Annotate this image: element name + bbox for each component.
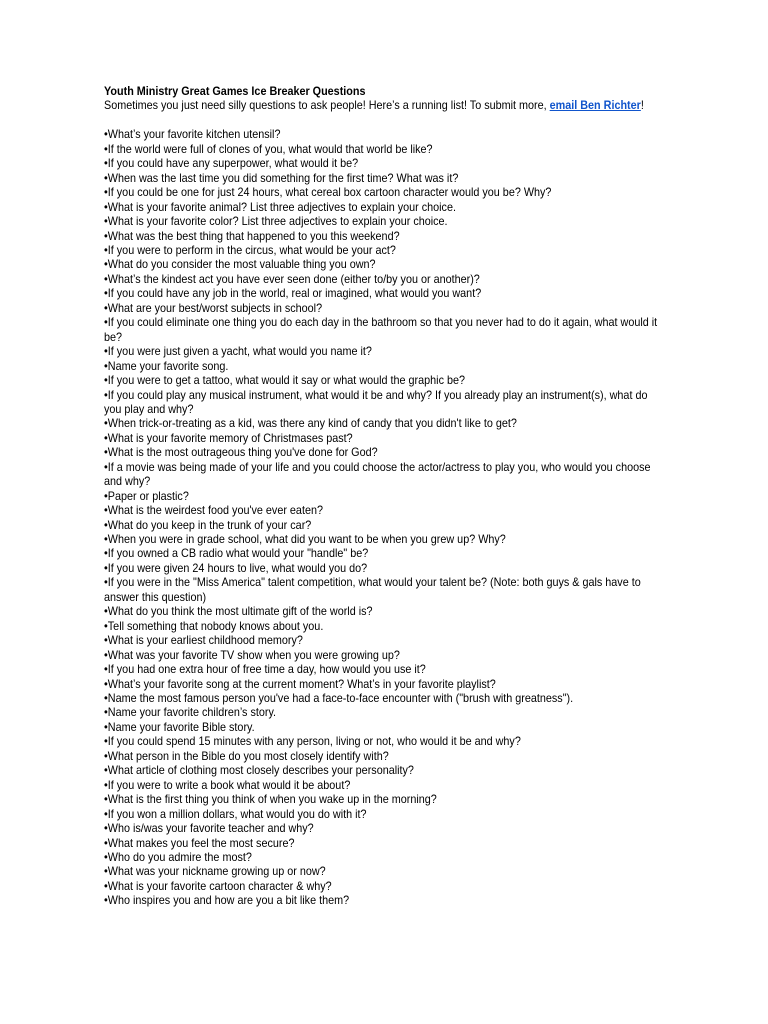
question-item: •What do you consider the most valuable thing you own? (104, 257, 376, 272)
document-title: Youth Ministry Great Games Ice Breaker Questions (104, 84, 366, 98)
question-item: •If you won a million dollars, what would you do with it? (104, 806, 367, 821)
question-item: •What person in the Bible do you most closely identify with? (104, 748, 389, 763)
question-item: •What is your favorite cartoon character & why? (104, 878, 332, 893)
question-item: •If the world were full of clones of you, what would that world be like? (104, 141, 433, 156)
question-item: •What was your nickname growing up or now? (104, 864, 326, 879)
question-item: •When trick-or-treating as a kid, was there any kind of candy that you didn't like to get? (104, 416, 517, 431)
question-item: •If you owned a CB radio what would your "handle" be? (104, 546, 369, 561)
email-ben-richter-link[interactable]: email Ben Richter (549, 98, 641, 113)
question-list (104, 127, 664, 907)
question-item: •If you could spend 15 minutes with any person, living or not, who would it be and why? (104, 734, 521, 749)
question-item: •What is your favorite animal? List three adjectives to explain your choice. (104, 199, 456, 214)
question-item: •When was the last time you did something for the first time? What was it? (104, 170, 459, 185)
question-item: •Who is/was your favorite teacher and why? (104, 821, 314, 836)
question-item: •What is your earliest childhood memory? (104, 633, 303, 648)
question-item: •If you were just given a yacht, what would you name it? (104, 344, 372, 359)
question-item: •If you were to get a tattoo, what would it say or what would the graphic be? (104, 373, 465, 388)
question-item: •When you were in grade school, what did you want to be when you grew up? Why? (104, 532, 506, 547)
question-item: •What do you keep in the trunk of your car? (104, 517, 312, 532)
question-item: •Tell something that nobody knows about you. (104, 618, 324, 633)
question-item: •If you were in the "Miss America" talent competition, what would your talent be? (Note: both guys & gals have to answer this question) (104, 575, 641, 604)
question-item: •What was the best thing that happened to you this weekend? (104, 228, 400, 243)
question-item: •Name your favorite children’s story. (104, 705, 277, 720)
question-item: •If you could be one for just 24 hours, what cereal box cartoon character would you be? Why? (104, 185, 552, 200)
question-item: •If you could have any superpower, what would it be? (104, 156, 359, 171)
question-item: •If you could eliminate one thing you do each day in the bathroom so that you never had to do it again, what would it be? (104, 315, 658, 344)
question-item: •What is your favorite memory of Christmases past? (104, 430, 353, 445)
question-item: •What’s your favorite song at the current moment? What’s in your favorite playlist? (104, 676, 496, 691)
intro-paragraph (104, 98, 664, 112)
intro-text: Sometimes you just need silly questions to ask people! Here’s a running list! To submit more, (104, 98, 550, 113)
question-item: •Who do you admire the most? (104, 850, 252, 864)
question-item: •What’s your favorite kitchen utensil? (104, 127, 281, 142)
question-item: •What are your best/worst subjects in school? (104, 300, 323, 315)
question-item: •Name your favorite song. (104, 358, 229, 373)
question-item: •Name your favorite Bible story. (104, 719, 255, 734)
question-item: •If you were to perform in the circus, what would be your act? (104, 242, 396, 257)
question-item: •If you could play any musical instrument, what would it be and why? If you already play an instrument(s), what do you play and why? (104, 387, 648, 416)
question-item: •If you could have any job in the world, real or imagined, what would you want? (104, 286, 482, 301)
question-item: •What article of clothing most closely describes your personality? (104, 763, 414, 778)
intro-suffix: ! (640, 98, 644, 113)
question-item: •If you were given 24 hours to live, what would you do? (104, 560, 368, 575)
question-item: •What is your favorite color? List three adjectives to explain your choice. (104, 214, 448, 229)
document-page (104, 84, 658, 908)
question-item: •If you were to write a book what would it be about? (104, 777, 351, 792)
question-item: •What is the first thing you think of when you wake up in the morning? (104, 792, 437, 807)
question-item: •What is the weirdest food you've ever eaten? (104, 503, 323, 518)
question-item: •What’s the kindest act you have ever seen done (either to/by you or another)? (104, 271, 480, 286)
question-item: •Name the most famous person you've had a face-to-face encounter with ("brush with greatness"). (104, 691, 574, 706)
question-item: •Paper or plastic? (104, 488, 189, 503)
document-body (104, 84, 664, 908)
question-item: •What do you think the most ultimate gift of the world is? (104, 604, 373, 619)
question-item: •What was your favorite TV show when you were growing up? (104, 647, 400, 662)
question-item: •If you had one extra hour of free time a day, how would you use it? (104, 662, 426, 677)
question-item: •What makes you feel the most secure? (104, 835, 295, 850)
question-item: •If a movie was being made of your life and you could choose the actor/actress to play you, who would you choose and why? (104, 459, 651, 489)
question-item: •What is the most outrageous thing you've done for God? (104, 445, 378, 460)
question-item: •Who inspires you and how are you a bit like them? (104, 893, 350, 908)
